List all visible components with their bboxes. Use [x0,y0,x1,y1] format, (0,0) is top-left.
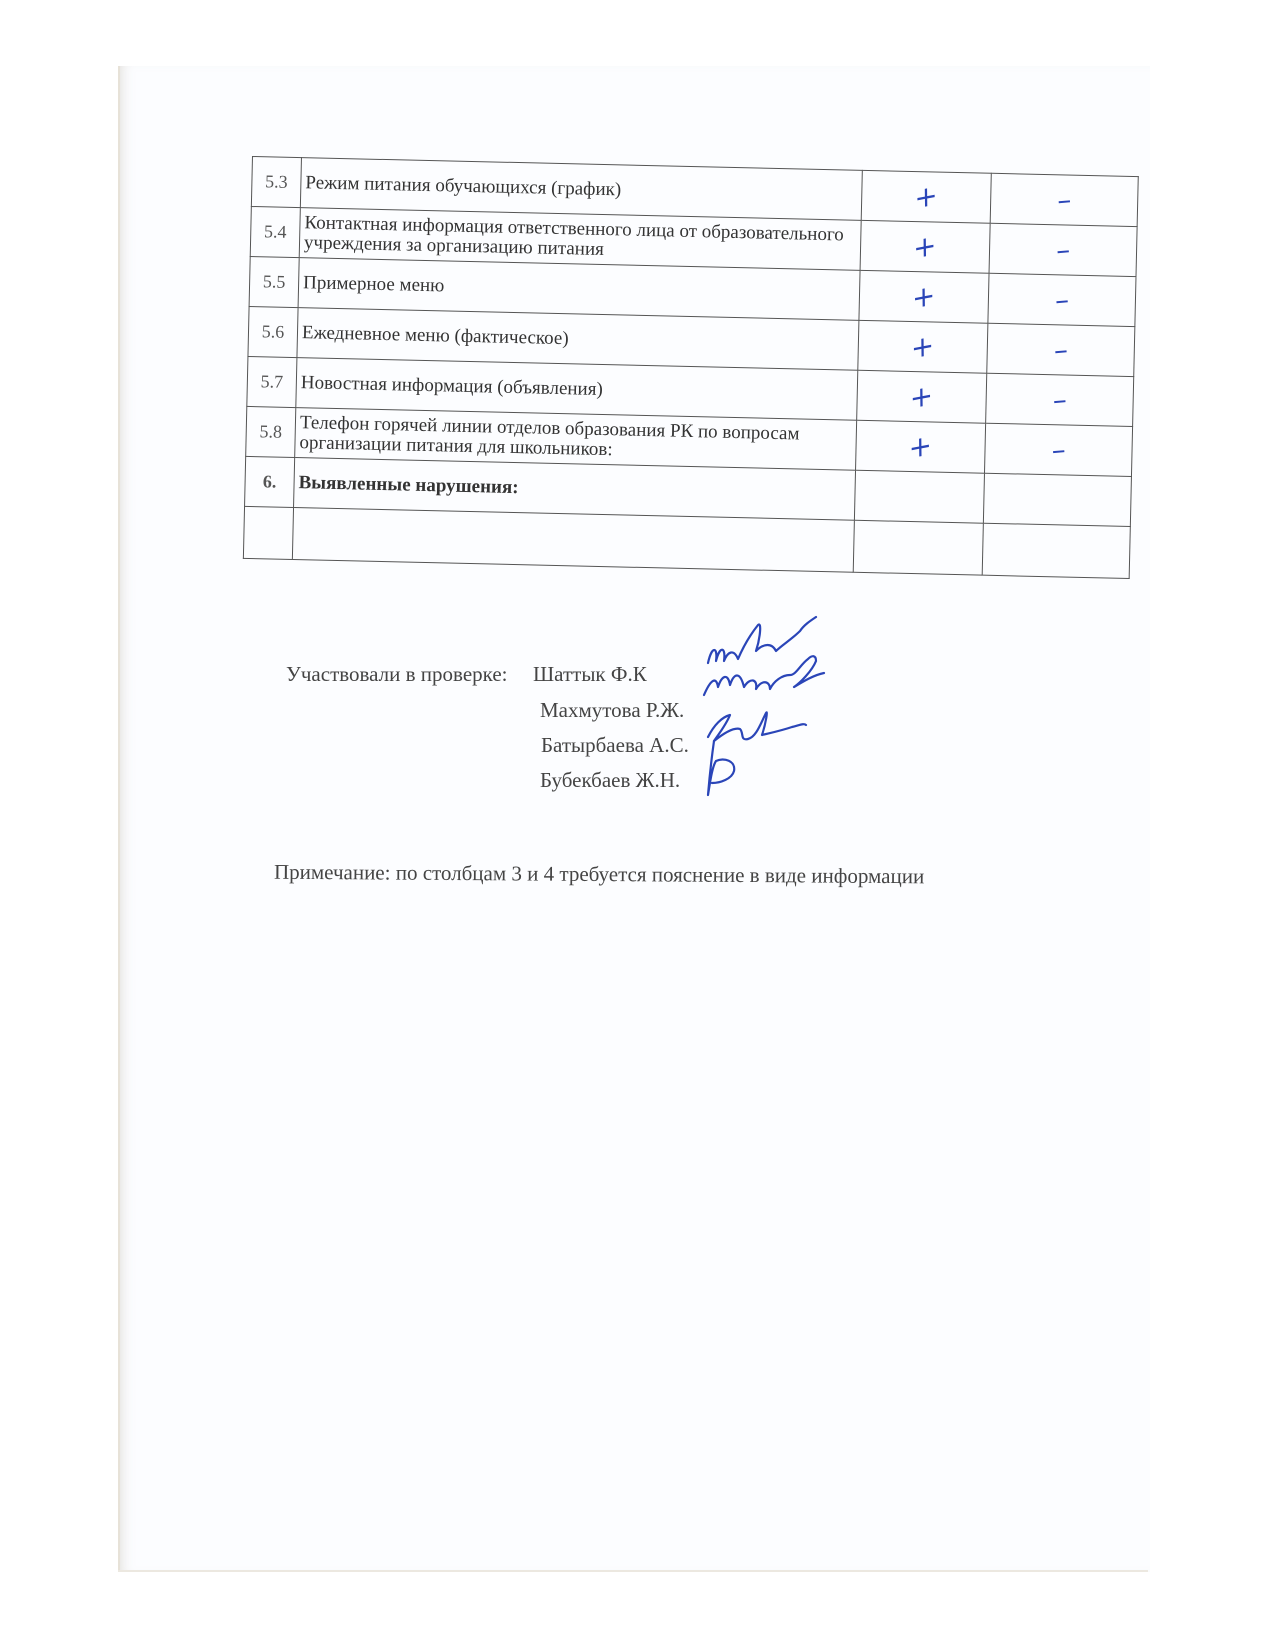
row-number: 5.3 [251,157,301,208]
paper-edge [118,1570,1148,1572]
checklist-table-wrap [243,156,1110,578]
participant-name: Бубекбаев Ж.Н. [540,768,681,792]
row-number: 5.6 [248,306,298,357]
column-4-mark [987,323,1135,376]
row-number: 6. [245,456,295,507]
column-4-mark [988,273,1136,326]
column-3-mark [861,170,991,223]
participant-name: Батырбаева А.С. [541,733,689,757]
column-4-mark [986,373,1134,426]
row-number: 5.5 [249,256,299,307]
plus-mark: + [914,177,938,216]
plus-mark: + [908,427,933,466]
column-3-mark [860,220,990,273]
participants-block [286,662,689,792]
row-text: Контактная информация ответственного лица от образовательного учреждения за организацию питания [299,208,861,271]
signature-4 [708,741,734,795]
dash-mark: – [1053,282,1071,317]
column-3-mark [857,370,987,423]
column-3-mark [859,270,989,323]
plus-mark: + [913,227,937,266]
signature-3 [708,712,806,741]
column-3-mark [858,320,988,373]
participant-name: Махмутова Р.Ж. [540,698,685,722]
dash-mark: – [1055,182,1073,217]
row-text: Ежедневное меню (фактическое) [297,308,859,371]
column-4-mark [983,473,1131,526]
column-3-mark [854,470,984,523]
plus-mark: + [909,377,934,416]
row-text: Новостная информация (объявления) [296,358,858,421]
note-text: Примечание: по столбцам 3 и 4 требуется пояснение в виде информации [273,859,925,889]
column-3-mark [853,520,983,575]
column-4-mark [989,223,1137,276]
row-text: Режим питания обучающихся (график) [300,158,862,221]
dash-mark: – [1050,432,1067,467]
column-4-mark [982,523,1130,578]
plus-mark: + [912,277,936,316]
column-4-mark [984,423,1132,476]
dash-mark: – [1051,382,1068,417]
row-text: Примерное меню [298,258,860,321]
row-number: 5.8 [246,406,296,457]
participants-label: Участвовали в проверке: [286,662,508,686]
participant-name: Шаттык Ф.К [533,662,647,686]
row-text: Телефон горячей линии отделов образования РК по вопросам организации питания для школьников: [295,408,857,471]
row-number [243,506,293,559]
checklist-table [243,156,1139,579]
plus-mark: + [911,327,935,366]
row-number: 5.4 [250,206,300,257]
handwritten-signatures [700,615,850,825]
dash-mark: – [1054,232,1072,267]
row-text: Выявленные нарушения: [294,458,856,521]
dash-mark: – [1052,332,1070,367]
signature-2 [704,656,824,695]
row-number: 5.7 [247,356,297,407]
signature-1 [708,617,816,663]
column-4-mark [990,173,1138,226]
column-3-mark [856,420,986,473]
